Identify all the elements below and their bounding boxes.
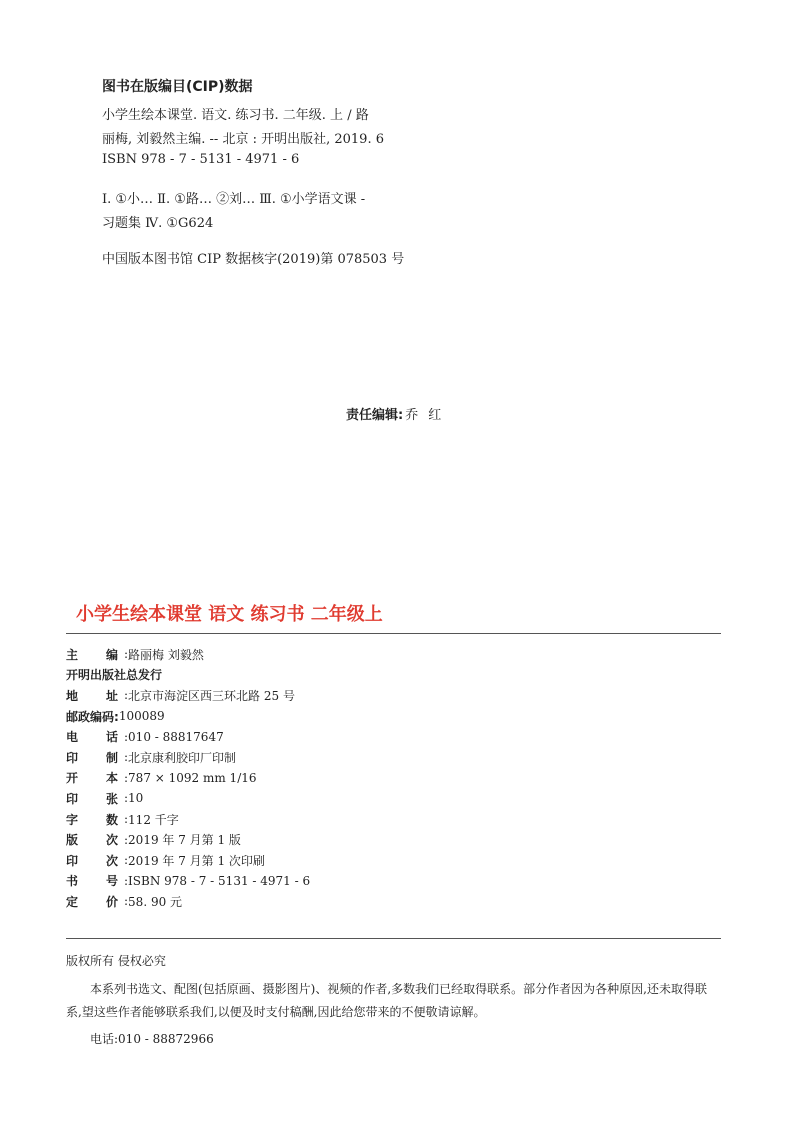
book-title: 小学生绘本课堂 语文 练习书 二年级上: [76, 604, 383, 625]
row-value: 2019 年 7 月第 1 版: [128, 833, 241, 848]
row-word-count: 字 数 : 112 千字: [66, 812, 179, 827]
row-value: :: [124, 647, 129, 662]
author-notice: 本系列书选文、配图(包括原画、摄影图片)、视频的作者,多数我们已经取得联系。部分作者因为各种原因,还未取得联系,望这些作者能够联系我们,以便及时支付稿酬,因此给您带来的不便敬请谅解。: [66, 982, 707, 1019]
row-label: 开 本: [66, 771, 118, 786]
cip-record-number: 中国版本图书馆 CIP 数据核字(2019)第 078503 号: [102, 252, 405, 267]
row-distributor: [66, 665, 310, 686]
cip-heading: 图书在版编目(CIP)数据: [102, 79, 253, 95]
row-label: 印 张: [66, 791, 118, 806]
responsible-editor: [346, 404, 451, 423]
row-label: 版 次: [66, 833, 118, 848]
row-postcode: [66, 706, 310, 727]
row-editor: [66, 644, 310, 665]
row-value: 100089: [118, 709, 165, 724]
row-value: 010 - 88817647: [128, 729, 224, 744]
cip-line: 小学生绘本课堂. 语文. 练习书. 二年级. 上 / 路: [102, 108, 369, 123]
row-label: 电 话: [66, 730, 118, 745]
cip-isbn: ISBN 978 - 7 - 5131 - 4971 - 6: [102, 152, 300, 167]
row-isbn: 书 号 : ISBN 978 - 7 - 5131 - 4971 - 6: [66, 873, 311, 889]
row-format: 开 本 : 787 × 1092 mm 1/16: [66, 770, 257, 786]
row-label: 字 数: [66, 812, 118, 827]
row-printing: 印 次 : 2019 年 7 月第 1 次印刷: [66, 853, 265, 868]
cip-line: 丽梅, 刘毅然主编. -- 北京 : 开明出版社, 2019. 6: [102, 132, 384, 147]
cip-classification: Ⅰ. ①小… Ⅱ. ①路… ②刘… Ⅲ. ①小学语文课 -: [102, 192, 366, 207]
row-label: 印 次: [66, 853, 118, 868]
contact-phone: 电话:010 - 88872966: [90, 1032, 214, 1046]
row-label: 邮政编码:: [66, 709, 119, 724]
row-sheets: 印 张 : 10: [66, 791, 144, 806]
row-value: 2019 年 7 月第 1 次印刷: [128, 853, 265, 868]
row-price: 定 价 : 58. 90 元: [66, 894, 183, 909]
divider-bottom: [66, 938, 721, 939]
row-value: ISBN 978 - 7 - 5131 - 4971 - 6: [128, 873, 311, 888]
row-label: 书 号: [66, 874, 118, 889]
editor-name: 乔红: [405, 408, 452, 423]
row-phone: 电 话 : 010 - 88817647: [66, 729, 224, 745]
publication-info: [66, 644, 310, 912]
row-value: 10: [128, 791, 144, 806]
row-printer: 印 制 : 北京康利胶印厂印制: [66, 750, 237, 765]
row-edition: 版 次 : 2019 年 7 月第 1 版: [66, 832, 241, 848]
divider-top: [66, 633, 721, 634]
row-label: 地 址: [66, 688, 118, 703]
row-value: 路丽梅 刘毅然: [128, 647, 204, 662]
row-value: 北京市海淀区西三环北路 25 号: [128, 688, 295, 703]
cip-classification: 习题集 Ⅳ. ①G624: [102, 216, 214, 231]
row-value: 112 千字: [128, 812, 179, 827]
row-label: 开明出版社总发行: [66, 668, 163, 683]
row-value: 58. 90 元: [128, 894, 183, 909]
row-label: 印 制: [66, 750, 118, 765]
row-value: 北京康利胶印厂印制: [128, 750, 237, 765]
copyright-notice: 版权所有 侵权必究: [66, 954, 166, 968]
row-value: 787 × 1092 mm 1/16: [128, 770, 257, 785]
row-address: 地 址 : 北京市海淀区西三环北路 25 号: [66, 688, 295, 703]
row-label: 定 价: [66, 894, 118, 909]
editor-label: 责任编辑:: [346, 408, 404, 423]
row-label: 主 编: [66, 647, 118, 662]
